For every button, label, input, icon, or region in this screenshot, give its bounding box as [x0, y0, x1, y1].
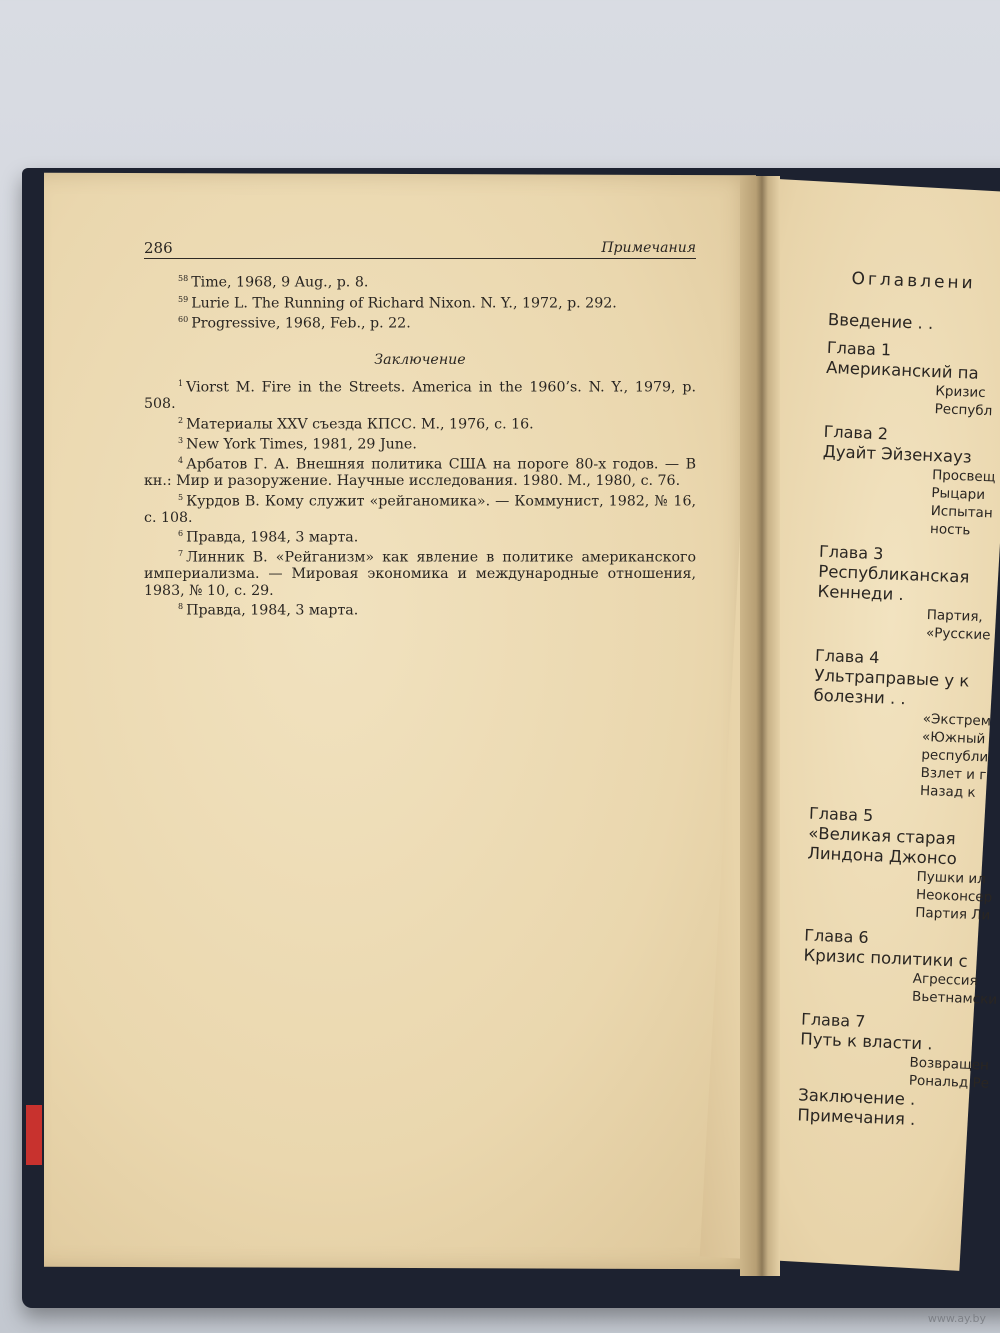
- footnote-text: Lurie L. The Running of Richard Nixon. N. Y., 1972, p. 292.: [191, 295, 617, 312]
- toc-subentry: республи: [921, 746, 989, 766]
- footnote: [144, 312, 696, 332]
- footnote: [144, 413, 696, 433]
- toc-subentry: «Русские: [925, 624, 991, 644]
- footnote: [144, 433, 696, 453]
- toc-subentry: Пушки ил: [916, 868, 987, 888]
- toc-lines: [797, 310, 1000, 1137]
- footnote: [144, 490, 696, 527]
- toc-chapter: Глава 7: [800, 1009, 866, 1031]
- toc-subentry: Испытан: [930, 503, 993, 522]
- footnote: [144, 292, 696, 312]
- toc-entry: Дуайт Эйзенхауз: [822, 441, 972, 467]
- footnote-number: 58: [178, 274, 189, 284]
- footnote-text: New York Times, 1981, 29 June.: [186, 436, 417, 453]
- toc-subentry: Кризис: [935, 383, 986, 402]
- footnote-number: 6: [178, 529, 184, 539]
- footnote-number: 5: [178, 492, 184, 502]
- toc-subentry: Возвращен: [909, 1054, 990, 1074]
- toc-subentry: ность: [929, 521, 971, 539]
- toc-entry: Республиканская: [817, 561, 970, 587]
- toc-entry: Кеннеди .: [817, 581, 905, 605]
- footnote: [144, 376, 696, 413]
- toc-subentry: Партия,: [926, 606, 984, 626]
- toc-subentry: Партия Ли: [915, 904, 991, 924]
- section-title: Заключение: [374, 351, 466, 368]
- toc-entry: Ультраправые у к: [813, 665, 970, 691]
- footnote-number: 7: [178, 549, 184, 559]
- footnote: [144, 453, 696, 490]
- toc-subentry: Республ: [934, 401, 993, 420]
- toc-entry: Линдона Джонсо: [807, 843, 958, 869]
- notes-conclusion: [144, 376, 696, 619]
- footnote-number: 1: [178, 379, 184, 389]
- toc-chapter: Глава 1: [826, 337, 892, 360]
- running-title: Примечания: [601, 240, 696, 256]
- footnote: [144, 271, 696, 291]
- toc-heading: Оглавлени: [851, 268, 977, 294]
- toc-subentry: Рональд Ре: [908, 1072, 990, 1092]
- toc-subentry: Рыцари: [931, 485, 986, 504]
- toc-entry: Американский па: [825, 357, 980, 383]
- footnote-text: Курдов В. Кому служит «рейганомика». — Коммунист, 1982, № 16, с. 108.: [144, 493, 696, 526]
- toc-chapter: Глава 5: [808, 803, 874, 826]
- footnote-number: 3: [178, 435, 184, 445]
- toc-subentry: Неоконсер: [915, 886, 993, 906]
- toc-subentry: Назад к: [919, 782, 976, 801]
- toc-subentry: Взлет и г: [920, 764, 987, 784]
- toc-chapter: Глава 4: [814, 645, 880, 668]
- toc-subentry: Агрессия: [912, 970, 978, 990]
- book-gutter: [740, 176, 780, 1276]
- toc-entry: Заключение .: [797, 1085, 916, 1109]
- footnote: [144, 526, 696, 546]
- page-number: 286: [144, 239, 173, 257]
- footnote-number: 59: [178, 294, 189, 304]
- watermark: www.ay.by: [927, 1312, 986, 1325]
- cover-red-label: [26, 1105, 42, 1165]
- footnote-text: Правда, 1984, 3 марта.: [186, 529, 359, 546]
- footnote-text: Progressive, 1968, Feb., p. 22.: [191, 315, 411, 332]
- toc-chapter: Глава 3: [818, 541, 884, 564]
- toc-entry: Путь к власти .: [800, 1029, 933, 1054]
- page-header: [144, 240, 696, 259]
- toc-chapter: Глава 2: [823, 421, 889, 444]
- toc-entry: «Великая старая: [807, 823, 956, 849]
- footnote-number: 4: [178, 456, 184, 466]
- footnote-number: 2: [178, 415, 184, 425]
- toc-entry: Примечания .: [797, 1105, 916, 1129]
- toc-subentry: «Экстрем: [922, 710, 992, 730]
- toc-subentry: Вьетнамски: [911, 988, 998, 1008]
- notes-top: [144, 271, 696, 331]
- footnote-text: Правда, 1984, 3 марта.: [186, 602, 359, 619]
- toc-entry: Введение . .: [827, 309, 934, 334]
- toc-entry: Кризис политики с: [803, 945, 969, 971]
- footnote-text: Time, 1968, 9 Aug., p. 8.: [191, 275, 369, 292]
- footnote: [144, 599, 696, 619]
- toc-chapter: Глава 6: [804, 925, 869, 947]
- footnote-number: 60: [178, 314, 189, 324]
- footnote-text: Viorst M. Fire in the Streets. America in the 1960’s. N. Y., 1979, p. 508.: [144, 379, 696, 413]
- footnote-text: Материалы XXV съезда КПСС. М., 1976, с. 16.: [186, 416, 534, 433]
- footnote-text: Арбатов Г. А. Внешняя политика США на пороге 80-х годов. — В кн.: Мир и разоружение. Научные исследования. 1980. М., 1980, с. 76.: [144, 456, 696, 490]
- footnote-number: 8: [178, 602, 184, 612]
- left-page-text: [144, 240, 696, 619]
- table-of-contents: [797, 268, 1000, 1137]
- footnote-text: Линник В. «Рейганизм» как явление в политике американского империализма. — Мировая экономика и международные отношения, 1983, № 10, с. 29.: [144, 550, 696, 599]
- toc-entry: болезни . .: [813, 685, 907, 709]
- toc-subentry: «Южный: [921, 728, 986, 748]
- footnote: [144, 546, 696, 599]
- toc-subentry: Просвещ: [931, 467, 996, 486]
